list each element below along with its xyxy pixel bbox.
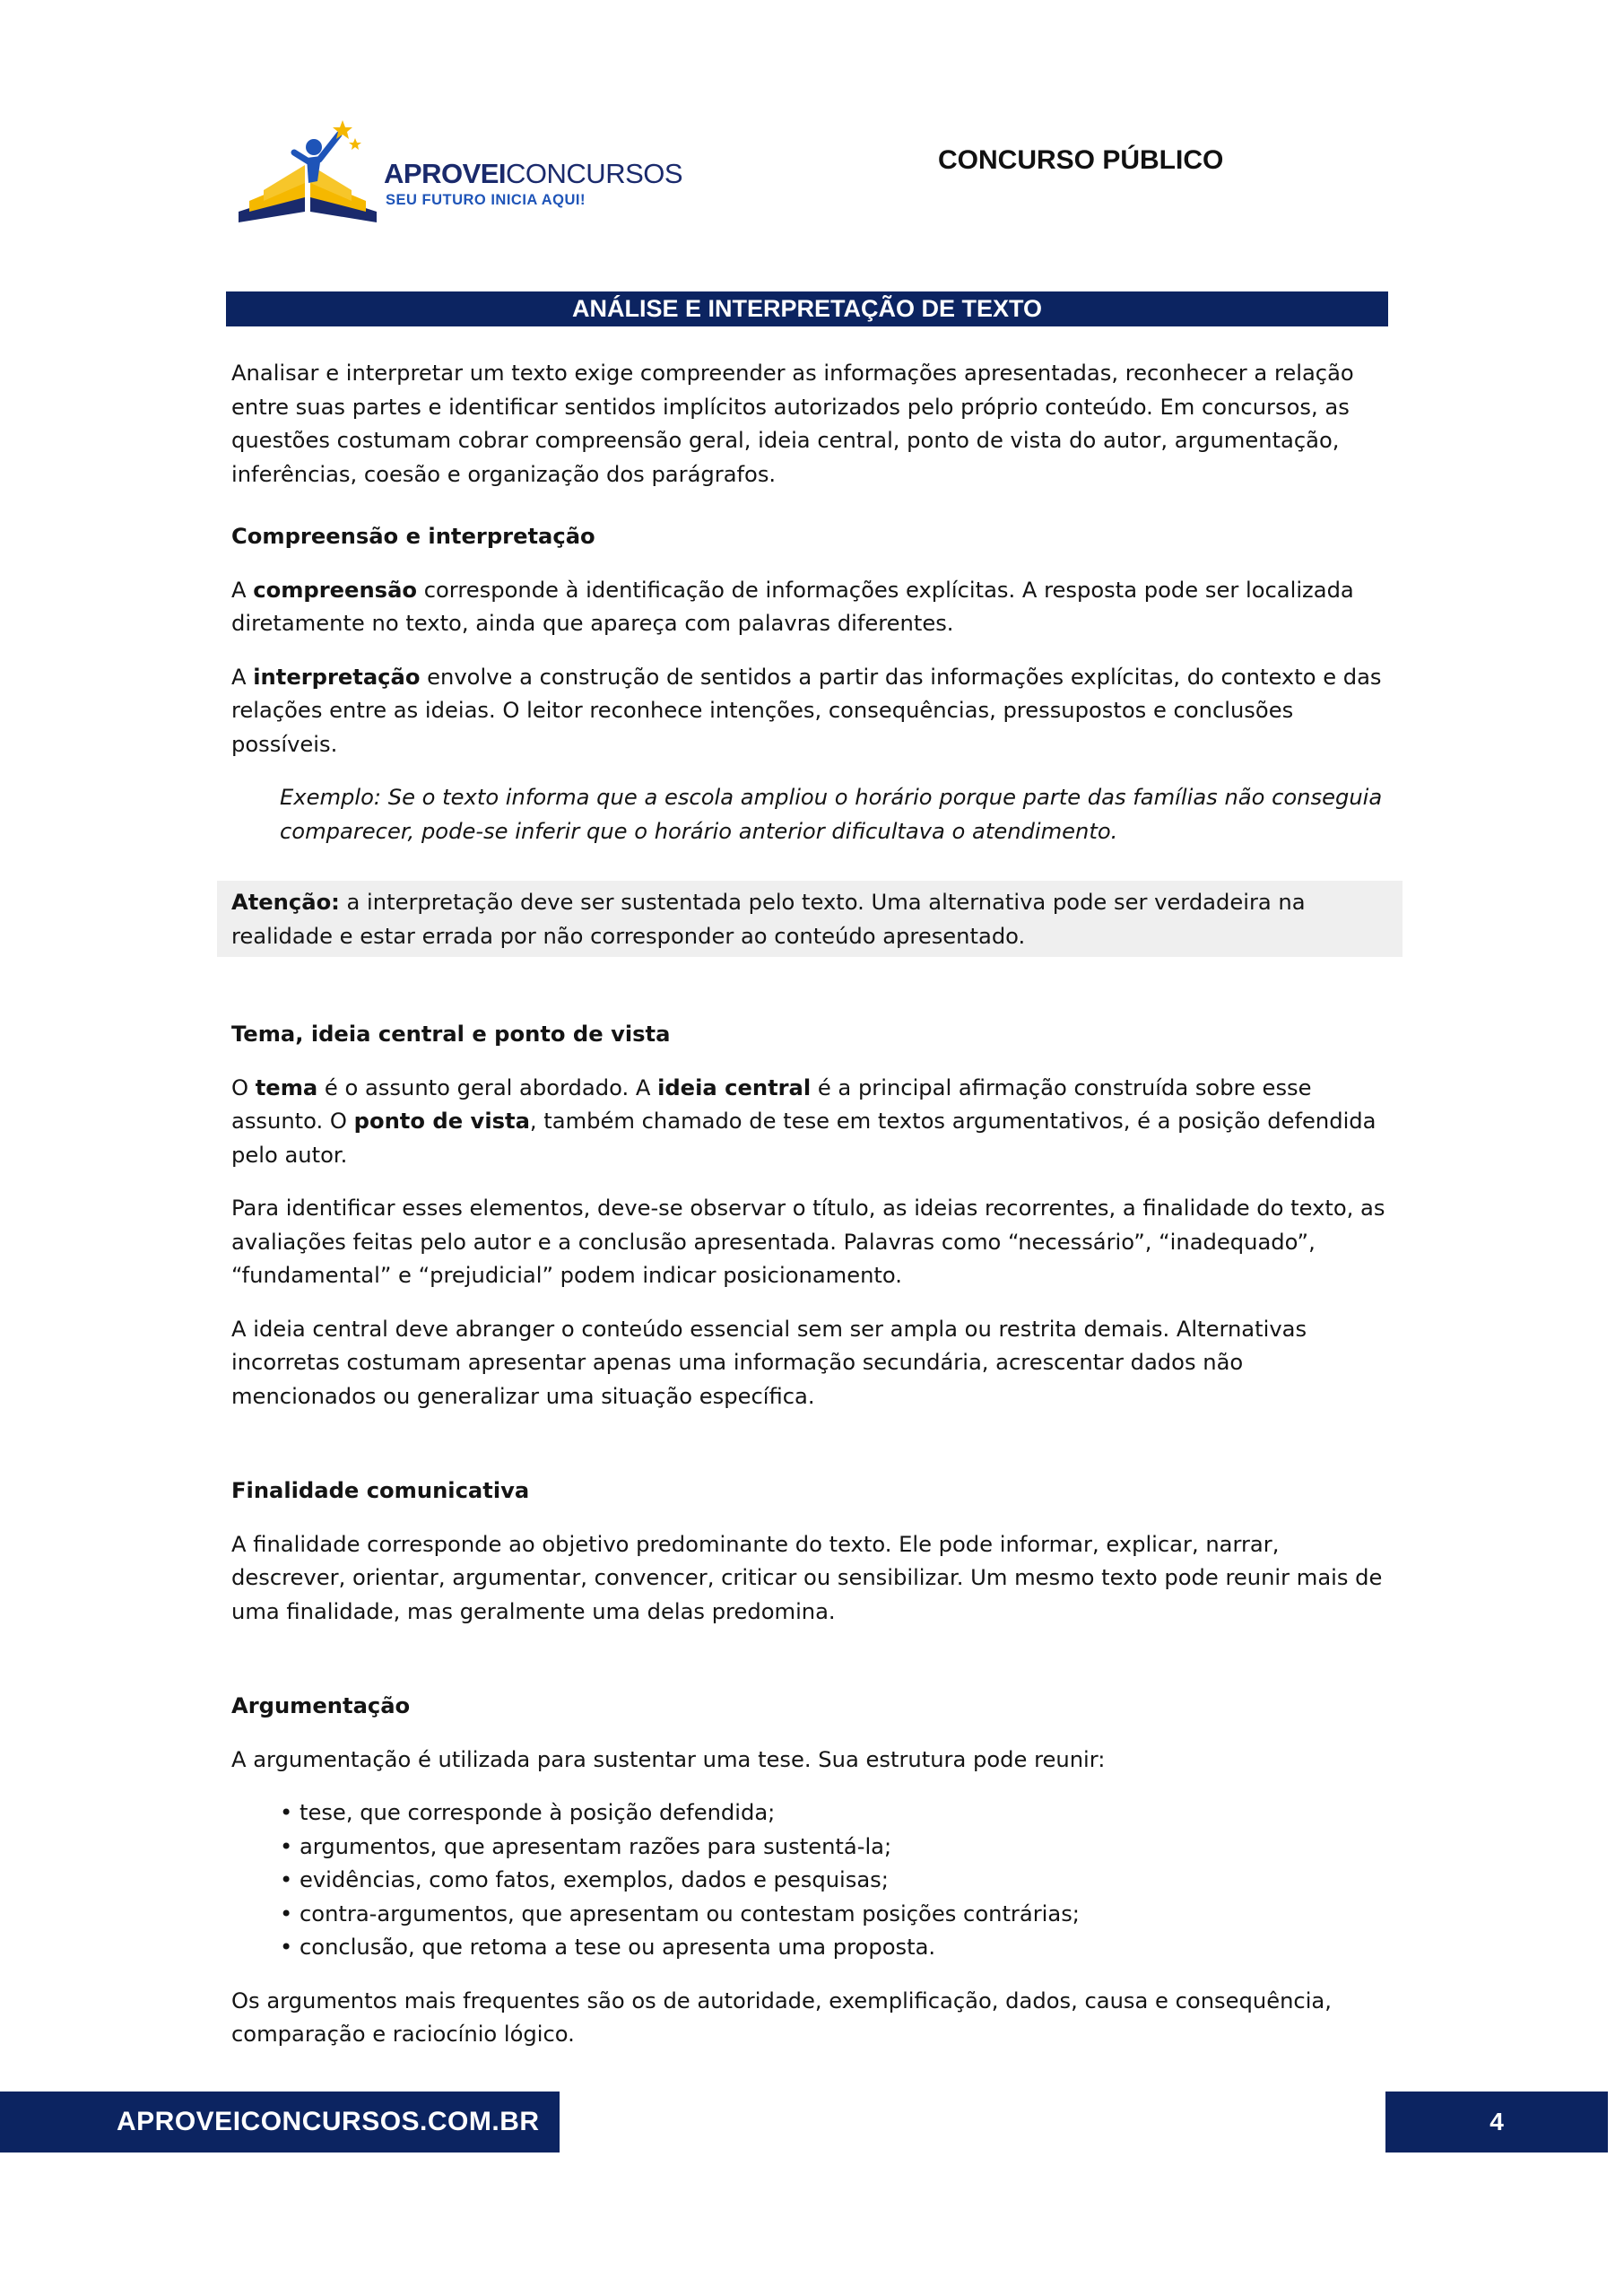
argument-structure-list: [231, 1796, 1388, 1965]
brand-tagline: SEU FUTURO INICIA AQUI!: [386, 192, 586, 208]
intro-paragraph: Analisar e interpretar um texto exige compreender as informações apresentadas, reconhecer a relação entre suas partes e identificar sentidos implícitos autorizados pelo próprio conteúdo. Em concursos, as questões costumam cobrar compreensão geral, ideia central, ponto de vista do autor, argumentação, inferências, coesão e organização dos parágrafos.: [231, 361, 1354, 487]
paragraph-finalidade: A finalidade corresponde ao objetivo predominante do texto. Ele pode informar, explicar, narrar, descrever, orientar, argumentar, convencer, criticar ou sensibilizar. Um mesmo texto pode reunir mais de uma finalidade, mas geralmente uma delas predomina.: [231, 1531, 1383, 1624]
heading-argumentacao: Argumentação: [231, 1693, 411, 1718]
footer-site-bar: [0, 2092, 560, 2152]
open-book-icon: [231, 115, 384, 233]
list-item: • tese, que corresponde à posição defendida;: [280, 1796, 1388, 1831]
paragraph-tema: O tema é o assunto geral abordado. A ideia central é a principal afirmação construída sobre esse assunto. O ponto de vista, também chamado de tese em textos argumentativos, é a posição defendida pelo autor.: [231, 1074, 1376, 1168]
heading-finalidade: Finalidade comunicativa: [231, 1478, 530, 1503]
brand-name: APROVEICONCURSOS: [384, 158, 683, 189]
page-number: 4: [1489, 2108, 1504, 2135]
paragraph-interpretacao: A interpretação envolve a construção de sentidos a partir das informações explícitas, do contexto e das relações entre as ideias. O leitor reconhece intenções, consequências, pressupostos e conclusões possíveis.: [231, 664, 1382, 757]
paragraph-ideia-central: A ideia central deve abranger o conteúdo essencial sem ser ampla ou restrita demais. Alternativas incorretas costumam apresentar apenas uma informação secundária, acrescentar dados não mencionados ou generalizar uma situação específica.: [231, 1316, 1307, 1409]
paragraph-argumentacao: A argumentação é utilizada para sustentar uma tese. Sua estrutura pode reunir:: [231, 1746, 1106, 1772]
list-item: • evidências, como fatos, exemplos, dados e pesquisas;: [280, 1864, 1388, 1898]
document-body: [231, 357, 1388, 2072]
list-item: • conclusão, que retoma a tese ou apresenta uma proposta.: [280, 1931, 1388, 1965]
paragraph-compreensao: A compreensão corresponde à identificação de informações explícitas. A resposta pode ser localizada diretamente no texto, ainda que apareça com palavras diferentes.: [231, 577, 1354, 636]
heading-tema: Tema, ideia central e ponto de vista: [231, 1022, 671, 1047]
paragraph-argumentos: Os argumentos mais frequentes são os de autoridade, exemplificação, dados, causa e consequência, comparação e raciocínio lógico.: [231, 1987, 1332, 2047]
list-item: • contra-argumentos, que apresentam ou contestam posições contrárias;: [280, 1898, 1388, 1932]
list-item: • argumentos, que apresentam razões para sustentá-la;: [280, 1831, 1388, 1865]
paragraph-identificar: Para identificar esses elementos, deve-se observar o título, as ideias recorrentes, a finalidade do texto, as avaliações feitas pelo autor e a conclusão apresentada. Palavras como “necessário”, “inadequado”, “fundamental” e “prejudicial” podem indicar posicionamento.: [231, 1196, 1385, 1288]
header-title: CONCURSO PÚBLICO: [938, 145, 1224, 175]
example-paragraph: Exemplo: Se o texto informa que a escola ampliou o horário porque parte das famílias não conseguia comparecer, pode-se inferir que o horário anterior dificultava o atendimento.: [280, 785, 1383, 844]
footer-page-bar: [1385, 2092, 1608, 2152]
footer-site-link[interactable]: APROVEICONCURSOS.COM.BR: [117, 2107, 540, 2136]
heading-compreensao: Compreensão e interpretação: [231, 524, 595, 549]
page-title: ANÁLISE E INTERPRETAÇÃO DE TEXTO: [571, 295, 1043, 322]
attention-callout: Atenção: a interpretação deve ser sustentada pelo texto. Uma alternativa pode ser verdadeira na realidade e estar errada por não corresponder ao conteúdo apresentado.: [217, 881, 1403, 957]
section-title-bar: [226, 291, 1388, 326]
